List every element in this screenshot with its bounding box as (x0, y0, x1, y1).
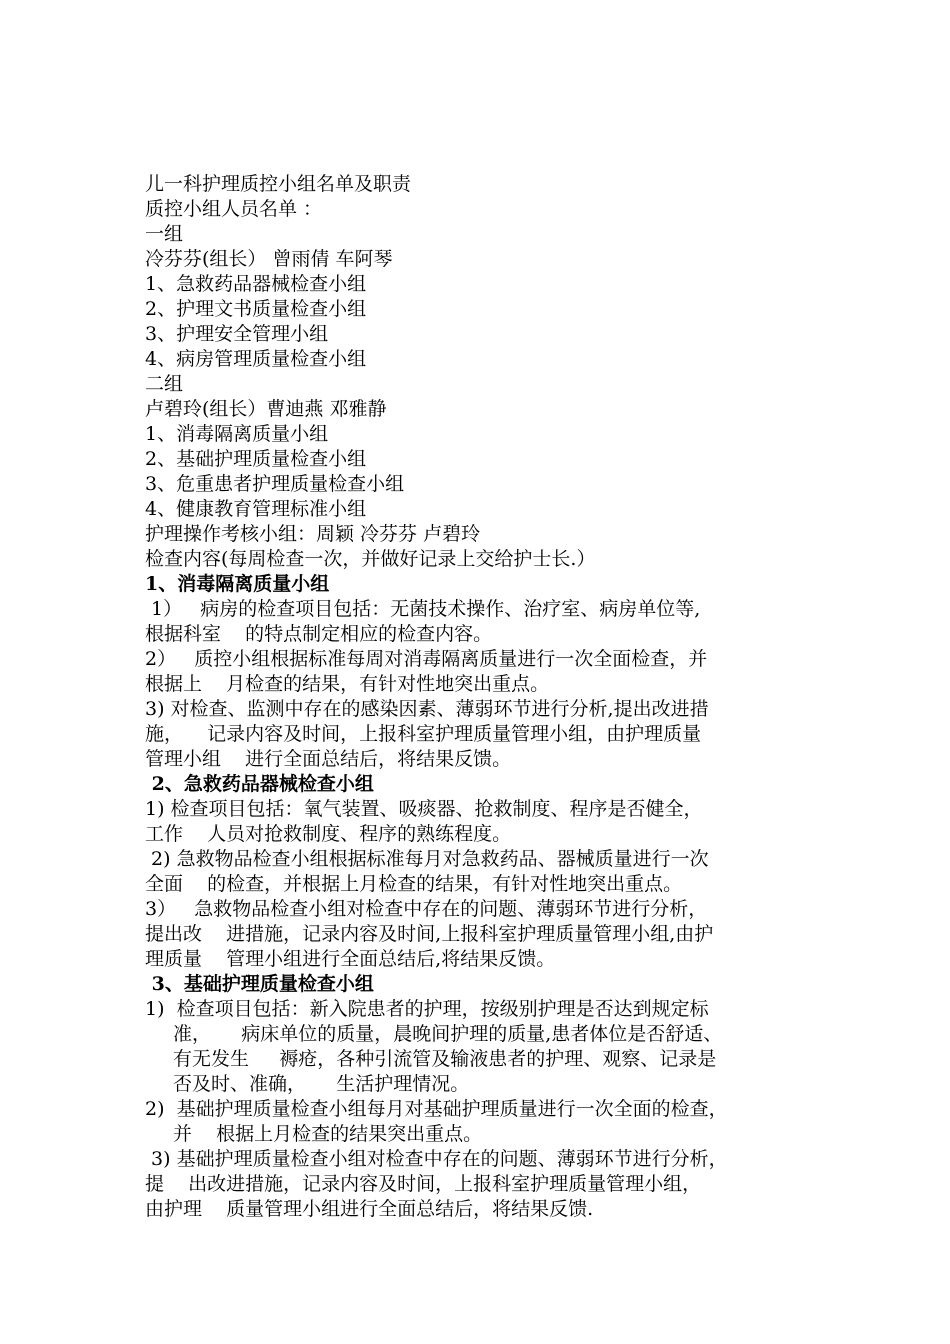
check-content: 检查内容(每周检查一次，并做好记录上交给护士长.） (145, 548, 596, 570)
exam-group: 护理操作考核小组：周颖 冷芬芬 卢碧玲 (145, 523, 481, 545)
section-text: 1） 病房的检查项目包括：无菌技术操作、治疗室、病房单位等, (145, 598, 701, 620)
list-item-continuation: 否及时、准确， 生活护理情况。 (173, 1073, 470, 1095)
section-heading: 1、消毒隔离质量小组 (145, 573, 330, 595)
group1-item: 2、护理文书质量检查小组 (145, 298, 367, 320)
section-heading: 3、基础护理质量检查小组 (145, 973, 374, 995)
group2-item: 4、健康教育管理标准小组 (145, 498, 367, 520)
group2-item: 2、基础护理质量检查小组 (145, 448, 367, 470)
section-text: 根据上 月检查的结果，有针对性地突出重点。 (145, 673, 550, 695)
section-text: 工作 人员对抢救制度、程序的熟练程度。 (145, 823, 512, 845)
section-heading: 2、急救药品器械检查小组 (145, 773, 374, 795)
list-item-continuation: 有无发生 褥疮，各种引流管及输液患者的护理、观察、记录是 (173, 1048, 717, 1070)
section-text: 1) 检查项目包括：氧气装置、吸痰器、抢救制度、程序是否健全， (145, 798, 703, 820)
group1-name: 一组 (145, 223, 184, 245)
list-item-first-line: 2) 基础护理质量检查小组每月对基础护理质量进行一次全面的检查， (145, 1098, 728, 1120)
section-text: 根据科室 的特点制定相应的检查内容。 (145, 623, 493, 645)
section-text: 理质量 管理小组进行全面总结后,将结果反馈。 (145, 948, 556, 970)
list-item-first-line: 1) 检查项目包括：新入院患者的护理，按级别护理是否达到规定标 (145, 998, 709, 1020)
group1-members: 冷芬芬(组长） 曾雨倩 车阿琴 (145, 248, 393, 270)
group2-members: 卢碧玲(组长）曹迪燕 邓雅静 (145, 398, 387, 420)
group1-item: 1、急救药品器械检查小组 (145, 273, 367, 295)
list-item-continuation: 并 根据上月检查的结果突出重点。 (173, 1123, 483, 1145)
group2-item: 3、危重患者护理质量检查小组 (145, 473, 405, 495)
group2-name: 二组 (145, 373, 184, 395)
section-text: 管理小组 进行全面总结后，将结果反馈。 (145, 748, 512, 770)
group1-item: 4、病房管理质量检查小组 (145, 348, 367, 370)
section-text: 由护理 质量管理小组进行全面总结后，将结果反馈. (145, 1198, 594, 1220)
section-text: 提出改 进措施，记录内容及时间,上报科室护理质量管理小组,由护 (145, 923, 714, 945)
section-text: 3） 急救物品检查小组对检查中存在的问题、薄弱环节进行分析， (145, 898, 708, 920)
section-text: 3) 对检查、监测中存在的感染因素、薄弱环节进行分析,提出改进措 (145, 698, 709, 720)
document-title: 儿一科护理质控小组名单及职责 (145, 173, 412, 195)
members-label: 质控小组人员名单 ： (145, 198, 323, 220)
section-text: 3) 基础护理质量检查小组对检查中存在的问题、薄弱环节进行分析， (145, 1148, 728, 1170)
section-text: 2) 急救物品检查小组根据标准每月对急救药品、器械质量进行一次 (145, 848, 709, 870)
group2-item: 1、消毒隔离质量小组 (145, 423, 329, 445)
section-text: 施， 记录内容及时间，上报科室护理质量管理小组，由护理质量 (145, 723, 702, 745)
section-text: 2） 质控小组根据标准每周对消毒隔离质量进行一次全面检查，并 (145, 648, 708, 670)
section-text: 提 出改进措施，记录内容及时间，上报科室护理质量管理小组， (145, 1173, 702, 1195)
document-body (145, 172, 820, 1222)
section-text: 全面 的检查，并根据上月检查的结果，有针对性地突出重点。 (145, 873, 683, 895)
list-item-continuation: 准， 病床单位的质量，晨晚间护理的质量,患者体位是否舒适、 (173, 1023, 723, 1045)
group1-item: 3、护理安全管理小组 (145, 323, 329, 345)
